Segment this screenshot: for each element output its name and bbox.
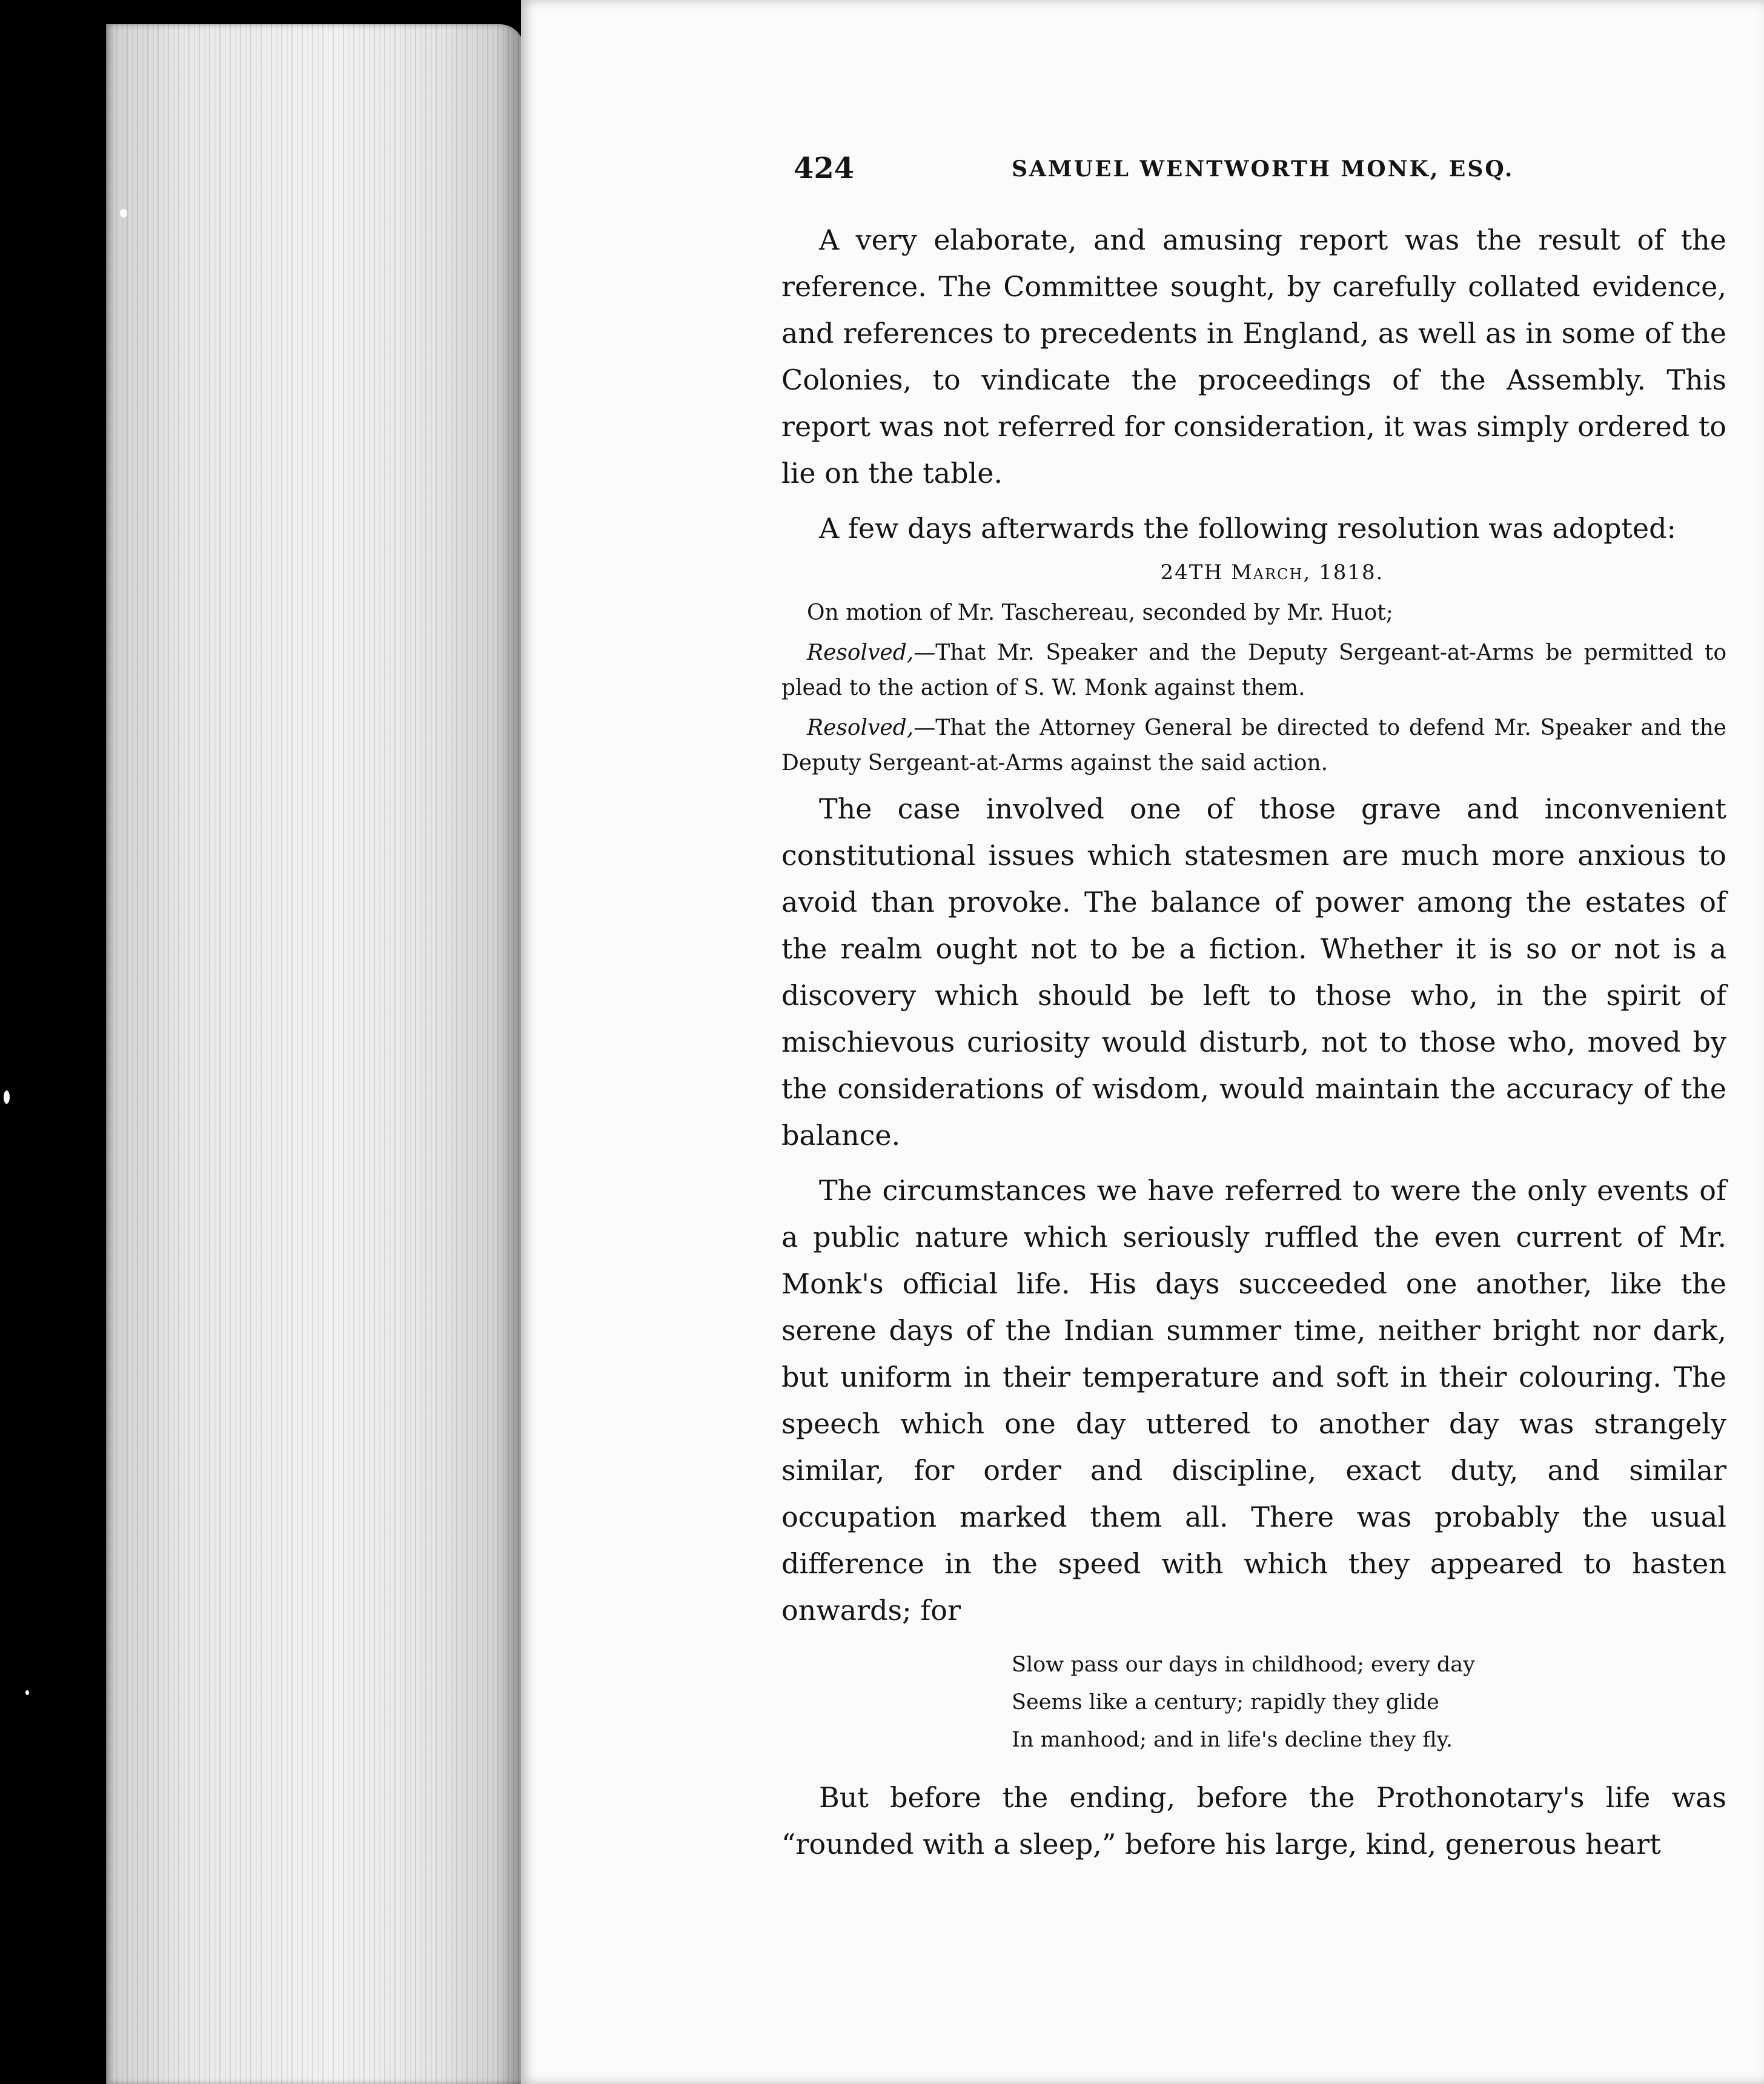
paragraph-before-the-ending: But before the ending, before the Prothonotary's life was “rounded with a sleep,” before his large, kind, generous heart	[781, 1781, 1726, 1860]
date-year: 1818.	[1319, 560, 1384, 585]
scan-speck	[25, 1690, 29, 1695]
book-page-edges	[106, 24, 524, 2084]
verse-line: In manhood; and in life's decline they fly.	[1012, 1728, 1453, 1752]
resolution-date	[781, 560, 1726, 585]
verse-quotation	[1012, 1646, 1726, 1759]
page-number: 424	[794, 151, 855, 185]
resolution-second	[781, 711, 1726, 781]
verse-line: Slow pass our days in childhood; every day	[1012, 1653, 1475, 1677]
resolved-label: Resolved,	[807, 715, 914, 740]
motion-line: On motion of Mr. Taschereau, seconded by Mr. Huot;	[807, 600, 1393, 625]
date-day: 24TH	[1160, 560, 1224, 585]
paragraph-constitutional-issue: The case involved one of those grave and inconvenient constitutional issues which statesmen are much more anxious to avoid than provoke. The balance of power among the estates of the realm ought not to be a fiction. Whether it is so or not is a discovery which should be left to those who, in the spirit of mischievous curiosity would disturb, not to those who, moved by the considerations of wisdom, would maintain the accuracy of the balance.	[781, 792, 1726, 1152]
resolution-first	[781, 635, 1726, 706]
verse-line: Seems like a century; rapidly they glide	[1012, 1690, 1439, 1714]
resolved-label: Resolved,	[807, 640, 914, 665]
paragraph-official-life: The circumstances we have referred to were the only events of a public nature which seriously ruffled the even current of Mr. Monk's official life. His days succeeded one another, like the serene days of the Indian summer time, neither bright nor dark, but uniform in their temperature and soft in their colouring. The speech which one day uttered to another day was strangely similar, for order and discipline, exact duty, and similar occupation marked them all. There was probably the usual difference in the speed with which they appeared to hasten onwards; for	[781, 1174, 1726, 1627]
resolution-first-text: —That Mr. Speaker and the Deputy Sergeant-at-Arms be permitted to plead to the action of S. W. Monk against them.	[781, 640, 1726, 700]
running-title: SAMUEL WENTWORTH MONK, ESQ.	[1012, 156, 1514, 182]
date-month: March,	[1230, 560, 1311, 585]
scan-speck	[120, 209, 127, 217]
running-head	[781, 151, 1726, 194]
scan-speck	[4, 1090, 10, 1104]
paragraph-report: A very elaborate, and amusing report was the result of the reference. The Committee sought, by carefully collated evidence, and references to precedents in England, as well as in some of the Colonies, to vindicate the proceedings of the Assembly. This report was not referred for consideration, it was simply ordered to lie on the table.	[781, 224, 1726, 489]
paragraph-resolution-intro: A few days afterwards the following resolution was adopted:	[819, 512, 1677, 545]
text-block	[781, 151, 1726, 1876]
resolution-second-text: —That the Attorney General be directed to defend Mr. Speaker and the Deputy Sergeant-at-Arms against the said action.	[781, 715, 1726, 775]
